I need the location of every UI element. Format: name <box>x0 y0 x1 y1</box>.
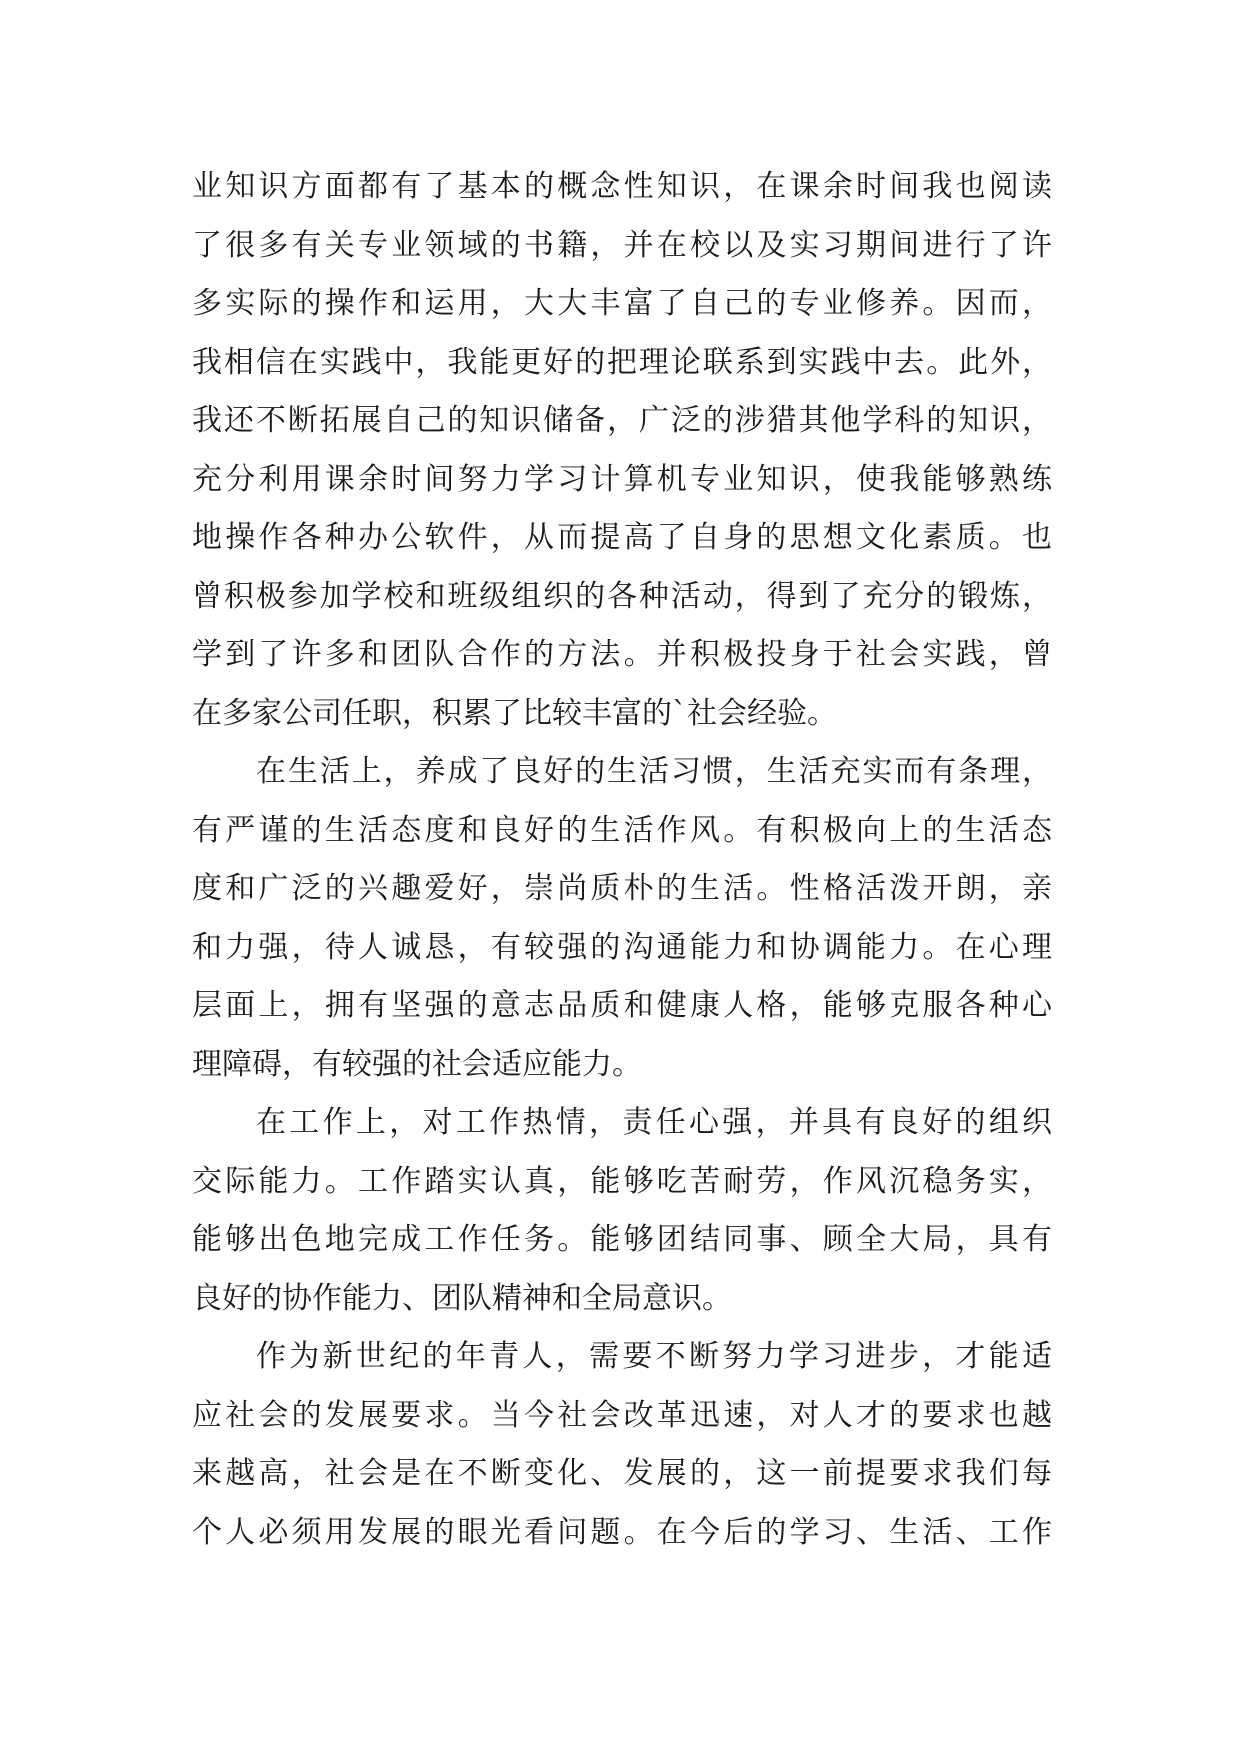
text-line: 在生活上，养成了良好的生活习惯，生活充实而有条理， <box>256 754 1052 789</box>
text-line: 作为新世纪的年青人，需要不断努力学习进步，才能适 <box>256 1339 1052 1374</box>
text-line: 地操作各种办公软件，从而提高了自身的思想文化素质。也 <box>192 520 1052 555</box>
text-line: 有严谨的生活态度和良好的生活作风。有积极向上的生活态 <box>192 812 1052 848</box>
text-line: 了很多有关专业领域的书籍，并在校以及实习期间进行了许 <box>192 227 1052 263</box>
text-line: 在工作上，对工作热情，责任心强，并具有良好的组织 <box>256 1105 1052 1140</box>
text-line: 能够出色地完成工作任务。能够团结同事、顾全大局，具有 <box>192 1222 1052 1257</box>
text-line: 应社会的发展要求。当今社会改革迅速，对人才的要求也越 <box>192 1397 1052 1433</box>
text-line: 我相信在实践中，我能更好的把理论联系到实践中去。此外， <box>192 344 1052 380</box>
text-line: 曾积极参加学校和班级组织的各种活动，得到了充分的锻炼， <box>192 578 1052 614</box>
text-line: 我还不断拓展自己的知识储备，广泛的涉猎其他学科的知识， <box>192 403 1052 438</box>
text-line: 理障碍，有较强的社会适应能力。 <box>192 1046 642 1082</box>
text-line: 交际能力。工作踏实认真，能够吃苦耐劳，作风沉稳务实， <box>192 1163 1052 1199</box>
text-line: 在多家公司任职，积累了比较丰富的`社会经验。 <box>192 695 837 731</box>
text-line: 良好的协作能力、团队精神和全局意识。 <box>192 1280 732 1316</box>
text-line: 学到了许多和团队合作的方法。并积极投身于社会实践，曾 <box>192 637 1052 672</box>
text-line: 来越高，社会是在不断变化、发展的，这一前提要求我们每 <box>192 1456 1052 1491</box>
document-body <box>192 158 1052 1562</box>
text-line: 个人必须用发展的眼光看问题。在今后的学习、生活、工作 <box>192 1514 1052 1550</box>
text-line: 和力强，待人诚恳，有较强的沟通能力和协调能力。在心理 <box>192 929 1052 965</box>
text-line: 多实际的操作和运用，大大丰富了自己的专业修养。因而， <box>192 286 1052 321</box>
text-line: 充分利用课余时间努力学习计算机专业知识，使我能够熟练 <box>192 461 1052 497</box>
text-line: 业知识方面都有了基本的概念性知识，在课余时间我也阅读 <box>192 169 1052 204</box>
text-line: 度和广泛的兴趣爱好，崇尚质朴的生活。性格活泼开朗，亲 <box>192 871 1052 906</box>
text-line: 层面上，拥有坚强的意志品质和健康人格，能够克服各种心 <box>192 988 1052 1023</box>
